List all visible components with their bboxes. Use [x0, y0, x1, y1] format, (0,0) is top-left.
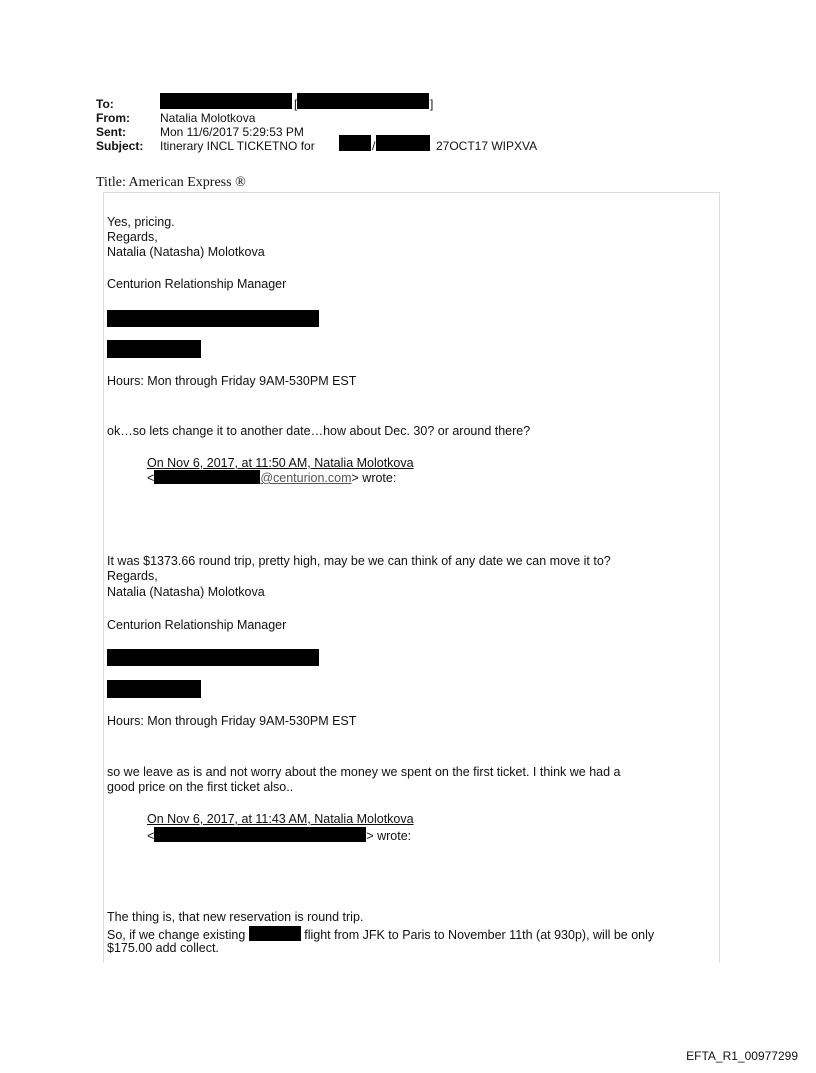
reply1-line: ok…so lets change it to another date…how about Dec. 30? or around there?: [107, 424, 531, 438]
reply2-line2: good price on the first ticket also..: [107, 780, 294, 794]
from-label: From:: [96, 111, 130, 125]
quote1-line2: [147, 470, 396, 486]
msg3-line3: $175.00 add collect.: [107, 941, 219, 955]
msg3-line2-prefix: So, if we change existing: [107, 928, 246, 942]
sent-label: Sent:: [96, 125, 126, 139]
email-link[interactable]: @centurion.com: [260, 471, 352, 485]
subject-value: [160, 139, 538, 153]
redaction-block: [154, 827, 366, 842]
redaction-block: [107, 680, 201, 698]
quote2-line1: On Nov 6, 2017, at 11:43 AM, Natalia Molotkova: [147, 812, 414, 826]
msg1-name: Natalia (Natasha) Molotkova: [107, 245, 265, 259]
msg1-hours: Hours: Mon through Friday 9AM-530PM EST: [107, 374, 357, 388]
msg1-role: Centurion Relationship Manager: [107, 277, 287, 291]
quote2-close: > wrote:: [366, 829, 412, 843]
subject-prefix: Itinerary INCL TICKETNO for: [160, 139, 315, 153]
redaction-block: [249, 926, 301, 941]
redaction-block: [154, 470, 260, 484]
redaction-block: [297, 93, 429, 109]
redaction-block: [107, 310, 319, 327]
msg1-regards: Regards,: [107, 230, 158, 244]
to-bracket-open: [: [294, 97, 298, 111]
redaction-block: [160, 93, 292, 109]
message-frame: [103, 192, 720, 963]
msg2-regards: Regards,: [107, 569, 158, 583]
redaction-block: [339, 135, 371, 151]
quote2-open: <: [147, 829, 155, 843]
quote2-line2: [147, 827, 411, 844]
sent-value: Mon 11/6/2017 5:29:53 PM: [160, 125, 304, 139]
redaction-block: [107, 340, 201, 358]
msg3-line1: The thing is, that new reservation is round trip.: [107, 910, 364, 924]
to-label: To:: [96, 97, 114, 111]
subject-slash: /: [372, 139, 376, 153]
msg1-line1: Yes, pricing.: [107, 215, 175, 229]
quote1-open: <: [147, 471, 155, 485]
document-id: EFTA_R1_00977299: [686, 1049, 798, 1063]
to-bracket-close: ]: [430, 97, 434, 111]
msg2-line1: It was $1373.66 round trip, pretty high, may be we can think of any date we can move it to?: [107, 554, 611, 568]
page-title: Title: American Express ®: [96, 175, 246, 190]
msg2-role: Centurion Relationship Manager: [107, 618, 287, 632]
msg3-line2-suffix: flight from JFK to Paris to November 11th (at 930p), will be only: [304, 928, 655, 942]
msg2-name: Natalia (Natasha) Molotkova: [107, 585, 265, 599]
redaction-block: [376, 135, 430, 151]
quote1-line1: On Nov 6, 2017, at 11:50 AM, Natalia Molotkova: [147, 456, 414, 470]
reply2-line1: so we leave as is and not worry about the money we spent on the first ticket. I think we had a: [107, 765, 621, 779]
msg2-hours: Hours: Mon through Friday 9AM-530PM EST: [107, 714, 357, 728]
quote1-close: > wrote:: [351, 471, 397, 485]
subject-label: Subject:: [96, 139, 144, 153]
from-value: Natalia Molotkova: [160, 111, 256, 125]
redaction-block: [107, 649, 319, 666]
subject-suffix: 27OCT17 WIPXVA: [436, 139, 538, 153]
